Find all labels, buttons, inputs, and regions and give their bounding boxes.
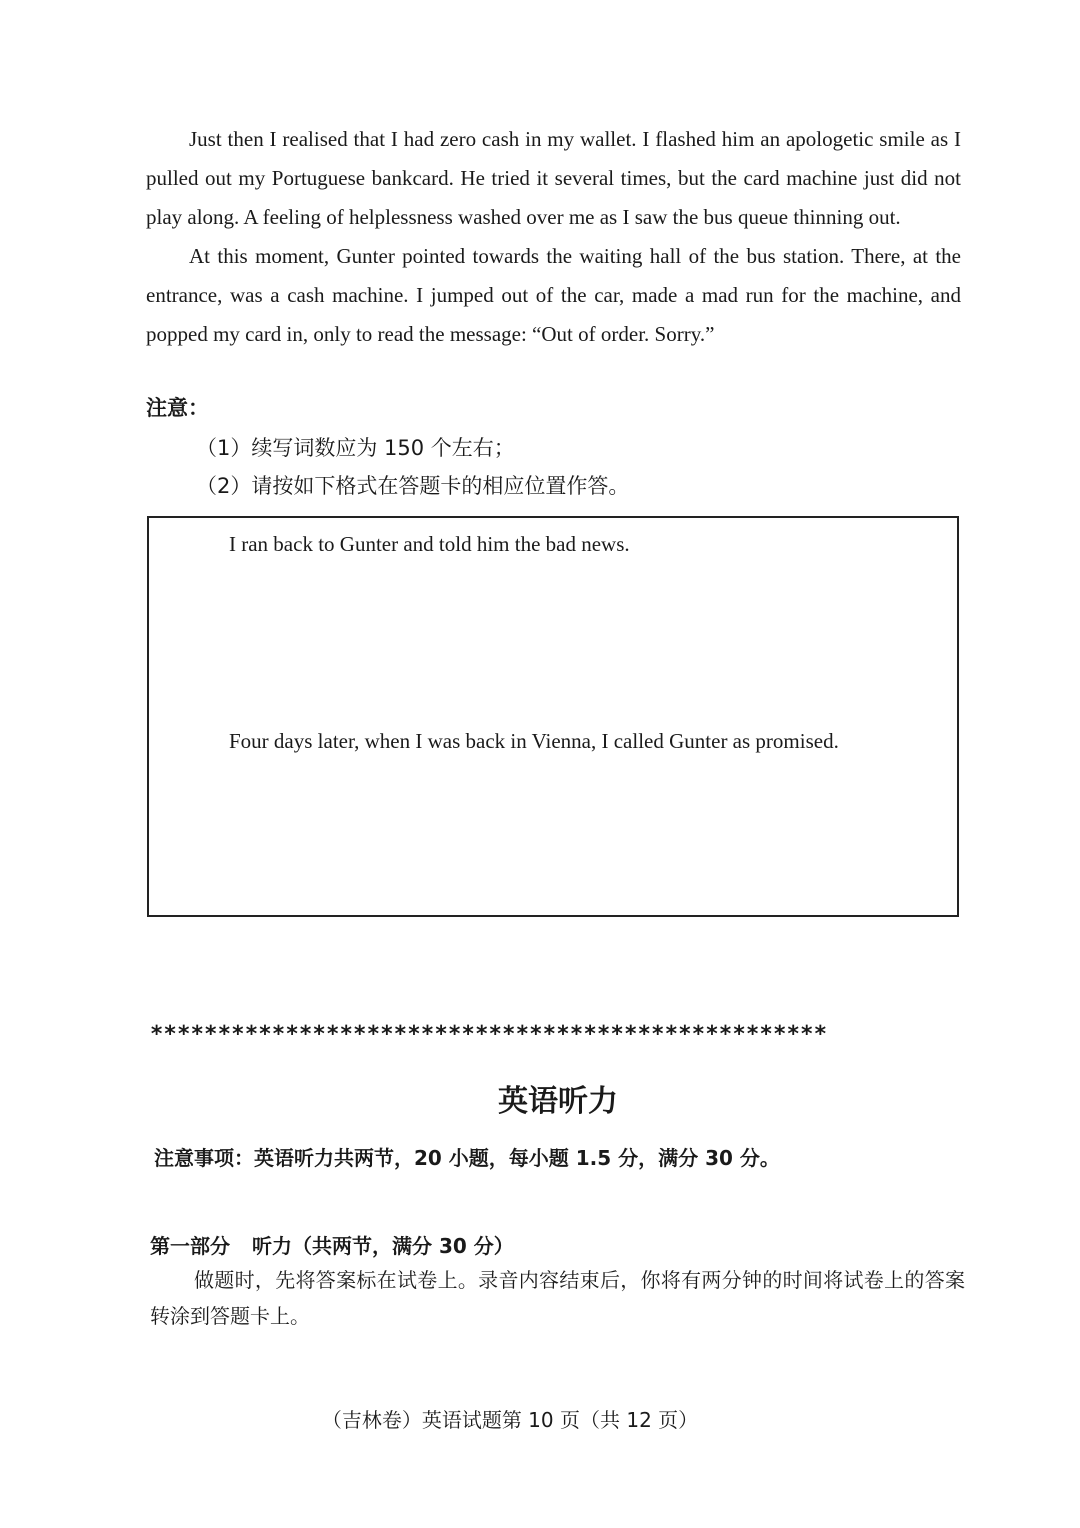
passage-paragraph-2: At this moment, Gunter pointed towards the waiting hall of the bus station. There, at the entrance, was a cash machine. I jumped out of the car, made a mad run for the machine, and popped my card in, only to read the message: “Out of order. Sorry.” [146, 244, 961, 346]
section-divider: ************************************************** [150, 1022, 828, 1047]
passage-paragraph-1: Just then I realised that I had zero cash in my wallet. I flashed him an apologetic smile as I pulled out my Portuguese bankcard. He tried it several times, but the card machine just did not play along. A feeling of helplessness washed over me as I saw the bus queue thinning out. [146, 127, 961, 229]
note-item-format: （2）请按如下格式在答题卡的相应位置作答。 [196, 474, 630, 498]
answer-box-second-line: Four days later, when I was back in Vienna, I called Gunter as promised. [229, 729, 839, 753]
page-footer: （吉林卷）英语试题第 10 页（共 12 页） [321, 1408, 699, 1432]
part-label: 第一部分 [150, 1234, 230, 1258]
notes-label: 注意： [146, 396, 209, 420]
listening-instructions: 做题时，先将答案标在试卷上。录音内容结束后，你将有两分钟的时间将试卷上的答案转涂到答题卡上。 [150, 1268, 965, 1328]
part-description: 听力（共两节，满分 30 分） [252, 1234, 514, 1258]
answer-box [147, 516, 959, 917]
listening-section-title: 英语听力 [498, 1084, 618, 1119]
answer-box-first-line: I ran back to Gunter and told him the bad news. [229, 532, 630, 556]
part-heading [150, 1230, 514, 1259]
listening-notice: 注意事项：英语听力共两节，20 小题，每小题 1.5 分，满分 30 分。 [154, 1146, 780, 1170]
note-item-word-count: （1）续写词数应为 150 个左右； [196, 436, 515, 460]
